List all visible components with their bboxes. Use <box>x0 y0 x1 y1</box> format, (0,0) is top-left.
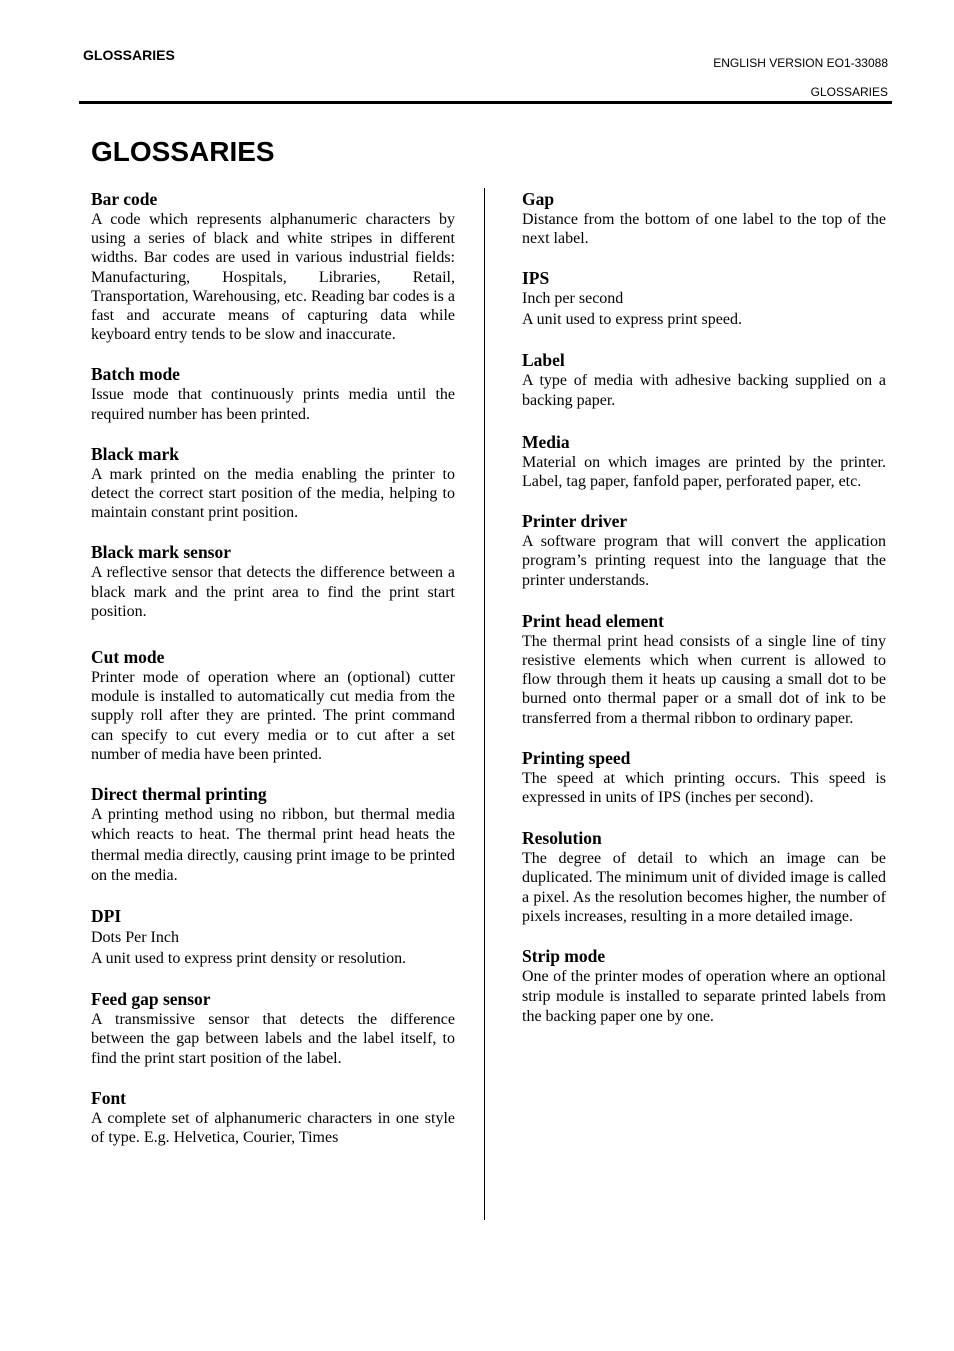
definition-line: A unit used to express print density or resolution. <box>91 950 407 968</box>
glossary-entry-dpi <box>91 905 455 969</box>
glossary-entry-black-mark-sensor <box>91 541 455 621</box>
running-header-right <box>713 49 888 107</box>
section-name: GLOSSARIES <box>810 85 888 99</box>
definition-line: A unit used to express print speed. <box>522 310 742 328</box>
glossary-term: Bar code <box>91 189 158 209</box>
glossary-term: Resolution <box>522 828 602 849</box>
column-divider <box>484 188 485 1220</box>
glossary-entry-ips <box>522 267 886 330</box>
glossary-term: DPI <box>91 906 122 927</box>
glossary-entry-black-mark <box>91 443 455 523</box>
glossary-entry-label <box>522 349 886 409</box>
glossary-entry-bar-code <box>91 188 455 344</box>
glossary-right-column <box>522 188 886 1027</box>
glossary-entry-media <box>522 431 886 491</box>
page-title: GLOSSARIES <box>91 136 275 167</box>
glossary-definition: Printer mode of operation where an (optional) cutter module is installed to automatically cut media from the supply roll after they are printed. The print command can specify to cut every media or to cut after a set number of media have been printed. <box>91 669 455 763</box>
glossary-term: Batch mode <box>91 364 180 385</box>
glossary-definition: A reflective sensor that detects the difference between a black mark and the print area to find the print start position. <box>91 564 455 620</box>
glossary-definition: A code which represents alphanumeric characters by using a series of black and white stripes in different widths. Bar codes are used in various industrial fields: Manufacturing, Hospitals, Libraries, Retail, Transportation, Warehousing, etc. Reading bar codes is a fast and accurate means of capturing data while keyboard entry tends to be slow and inaccurate. <box>91 211 455 344</box>
glossary-definition: The degree of detail to which an image can be duplicated. The minimum unit of divided image is called a pixel. As the resolution becomes higher, the number of pixels increases, resulting in a more detailed image. <box>522 850 886 925</box>
glossary-definition: Issue mode that continuously prints media until the required number has been printed. <box>91 386 455 423</box>
glossary-entry-resolution <box>522 827 886 926</box>
glossary-definition: Distance from the bottom of one label to the top of the next label. <box>522 211 886 248</box>
glossary-definition: One of the printer modes of operation where an optional strip module is installed to separate printed labels from the backing paper one by one. <box>522 968 886 1026</box>
glossary-entry-printer-driver <box>522 510 886 590</box>
glossary-definition: The speed at which printing occurs. This speed is expressed in units of IPS (inches per second). <box>522 769 886 807</box>
glossary-term: Label <box>522 350 565 371</box>
document-version: ENGLISH VERSION EO1-33088 <box>713 56 888 70</box>
glossary-definition: A type of media with adhesive backing supplied on a backing paper. <box>522 372 886 409</box>
definition-line: Inch per second <box>522 290 624 308</box>
glossary-entry-printing-speed <box>522 747 886 807</box>
glossary-definition <box>91 927 455 969</box>
glossary-term: Feed gap sensor <box>91 989 211 1010</box>
glossary-term: Black mark sensor <box>91 542 231 563</box>
glossary-definition: The thermal print head consists of a single line of tiny resistive elements which when current is allowed to flow through them it heats up causing a small dot to be burned onto thermal paper or a small dot of ink to be transferred from a thermal ribbon to ordinary paper. <box>522 632 886 727</box>
glossary-definition: A complete set of alphanumeric characters in one style of type. E.g. Helvetica, Courier, Times <box>91 1109 455 1147</box>
glossary-entry-cut-mode <box>91 646 455 764</box>
glossary-definition: A software program that will convert the application program’s printing request into the language that the printer understands. <box>522 533 886 589</box>
glossary-term: Direct thermal printing <box>91 784 267 805</box>
glossary-term: Black mark <box>91 443 179 464</box>
glossary-entry-gap <box>522 188 886 248</box>
glossary-term: IPS <box>522 268 550 289</box>
glossary-entry-print-head-element <box>522 610 886 728</box>
glossary-term: Media <box>522 431 570 452</box>
glossary-term: Font <box>91 1087 126 1108</box>
glossary-term: Strip mode <box>522 946 606 967</box>
running-header-left: GLOSSARIES <box>83 47 175 63</box>
glossary-definition <box>522 289 886 330</box>
glossary-entry-direct-thermal-printing <box>91 783 455 886</box>
glossary-term: Cut mode <box>91 647 165 668</box>
definition-line: Dots Per Inch <box>91 929 179 947</box>
glossary-term: Gap <box>522 189 555 209</box>
glossary-left-column <box>91 188 455 1147</box>
glossary-entry-batch-mode <box>91 363 455 423</box>
glossary-term: Printing speed <box>522 747 631 768</box>
glossary-term: Print head element <box>522 610 664 631</box>
glossary-term: Printer driver <box>522 511 628 532</box>
glossary-definition: A mark printed on the media enabling the printer to detect the correct start position of the media, helping to maintain constant print position. <box>91 465 455 522</box>
glossary-entry-feed-gap-sensor <box>91 988 455 1068</box>
glossary-entry-strip-mode <box>522 945 886 1027</box>
glossary-definition: A transmissive sensor that detects the difference between the gap between labels and the label itself, to find the print start position of the label. <box>91 1011 455 1067</box>
glossary-definition: Material on which images are printed by the printer. Label, tag paper, fanfold paper, perforated paper, etc. <box>522 453 886 491</box>
glossary-definition: A printing method using no ribbon, but thermal media which reacts to heat. The thermal print head heats the thermal media directly, causing print image to be printed on the media. <box>91 806 455 884</box>
header-rule <box>79 101 892 104</box>
glossary-entry-font <box>91 1087 455 1147</box>
